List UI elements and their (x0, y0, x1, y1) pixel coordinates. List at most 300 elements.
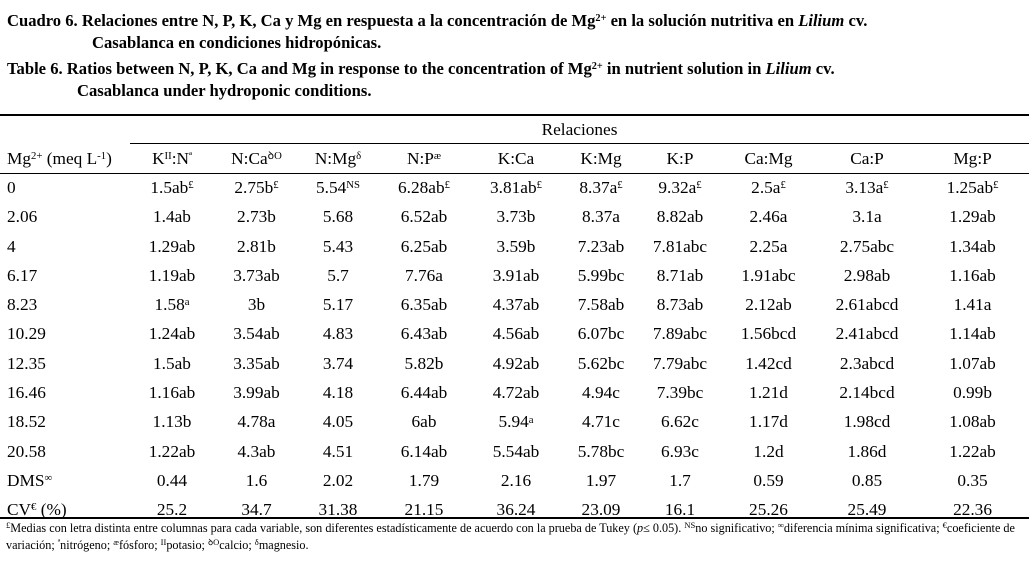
cell-value: 2.75abc (839, 236, 895, 256)
table-cell (130, 203, 214, 232)
table-cell (641, 320, 719, 349)
cell-value: 2.81b (237, 236, 276, 256)
cell-value: 6.93c (661, 441, 699, 461)
table-row (0, 408, 1029, 437)
table-cell (471, 261, 561, 290)
cell-value: 3.73ab (233, 265, 280, 285)
column-header (641, 144, 719, 173)
table-cell (214, 173, 299, 202)
table-cell (377, 408, 471, 437)
cell-value: 5.7 (327, 265, 349, 285)
fn-italic-p: p (637, 521, 644, 535)
column-header-base: K:Ca (497, 148, 535, 168)
table-body (0, 116, 1029, 525)
table-cell (214, 203, 299, 232)
cell-value: 3.1a (852, 207, 882, 227)
column-header (130, 144, 214, 173)
table-cell (641, 466, 719, 495)
table-cell (561, 408, 641, 437)
cell-value: 2.3abcd (839, 353, 895, 373)
cell-value: 7.39bc (656, 383, 704, 403)
fn-text3: no significativo; (695, 521, 778, 535)
row-label (0, 261, 130, 290)
column-header-row (0, 144, 1029, 173)
table-cell (818, 232, 916, 261)
table-cell (471, 173, 561, 202)
table-cell (818, 378, 916, 407)
caption-es-prefix: Cuadro 6. Relaciones entre N, P, K, Ca y Mg en respuesta a la concentración de Mg (7, 11, 596, 30)
column-header (299, 144, 377, 173)
cell-value: 22.36 (953, 500, 992, 520)
column-header-base: N:Mg (314, 148, 357, 168)
cell-value: 3.35ab (233, 353, 280, 373)
column-header (471, 144, 561, 173)
table-row (0, 437, 1029, 466)
column-header (719, 144, 818, 173)
cell-value: 2.73b (237, 207, 276, 227)
cell-value: 2.61abcd (835, 295, 899, 315)
cell-value: 5.68 (322, 207, 354, 227)
table-cell (377, 437, 471, 466)
row-label-label-sup: ∞ (44, 472, 53, 485)
row-label-label: 4 (7, 236, 16, 256)
table-cell (561, 173, 641, 202)
table-cell (214, 437, 299, 466)
column-header-base: N:P (406, 148, 434, 168)
column-header-sup: ꝺO (267, 149, 282, 162)
table-cell (719, 466, 818, 495)
caption-en-italic: Lilium (765, 59, 812, 78)
cell-superscript: a (184, 296, 190, 309)
row-label (0, 408, 130, 437)
row-label-label: 20.58 (7, 441, 46, 461)
cell-value: 5.94 (498, 412, 529, 432)
caption-en-middle: in nutrient solution in (602, 59, 766, 78)
cell-superscript: £ (273, 179, 279, 192)
cell-value: 7.23ab (577, 236, 625, 256)
cell-superscript: £ (617, 179, 623, 192)
column-header-base: K:Mg (580, 148, 622, 168)
cell-value: 1.24ab (148, 324, 196, 344)
cell-value: 1.19ab (148, 265, 196, 285)
table-cell (299, 378, 377, 407)
column-header-base: Ca:P (850, 148, 884, 168)
fn-sup-ca: ꝺO (207, 537, 220, 548)
table-cell (377, 261, 471, 290)
column-header-sup: δ (356, 149, 362, 162)
table-cell (130, 349, 214, 378)
cell-value: 6.14ab (400, 441, 448, 461)
cell-value: 25.26 (749, 500, 788, 520)
cell-value: 1.86d (847, 441, 887, 461)
cell-value: 6.28ab (398, 177, 445, 197)
cell-value: 36.24 (496, 500, 536, 520)
table-cell (377, 173, 471, 202)
cell-value: 31.38 (318, 500, 358, 520)
row-label-label: 8.23 (7, 295, 38, 315)
cell-value: 1.29ab (148, 236, 196, 256)
table-cell (561, 203, 641, 232)
cell-value: 1.17d (749, 412, 788, 432)
column-header-base: K (152, 148, 165, 168)
row-label-label: 6.17 (7, 265, 38, 285)
cell-value: 0.85 (851, 470, 883, 490)
cell-value: 4.56ab (492, 324, 540, 344)
cell-value: 2.5a (751, 177, 781, 197)
table-row (0, 466, 1029, 495)
cell-superscript: £ (780, 179, 786, 192)
cell-value: 2.16 (500, 470, 532, 490)
cell-value: 7.76a (405, 265, 443, 285)
cell-superscript: £ (883, 179, 889, 192)
cell-value: 3b (247, 295, 266, 315)
table-cell (916, 261, 1029, 290)
table-cell (299, 232, 377, 261)
table-cell (561, 290, 641, 319)
table-cell (130, 378, 214, 407)
row-label (0, 320, 130, 349)
cell-value: 9.32a (658, 177, 697, 197)
ratios-table (0, 116, 1029, 525)
caption-es-middle: en la solución nutritiva en (606, 11, 799, 30)
table-cell (641, 290, 719, 319)
fn-sup-p: æ (113, 537, 119, 548)
caption-english (7, 58, 1022, 102)
row-label (0, 232, 130, 261)
cell-value: 6.43ab (400, 324, 448, 344)
cell-value: 6.25ab (400, 236, 448, 256)
column-header (916, 144, 1029, 173)
table-row (0, 320, 1029, 349)
cell-value: 6.52ab (400, 207, 448, 227)
group-header-row (0, 116, 1029, 144)
cell-value: 0.44 (156, 470, 188, 490)
cell-value: 1.16ab (949, 265, 996, 285)
fn-sup-dms: ∞ (777, 520, 784, 531)
table-cell (916, 378, 1029, 407)
table-cell (377, 466, 471, 495)
table-cell (719, 378, 818, 407)
cell-value: 7.81abc (652, 236, 708, 256)
row-label-label-sup: € (31, 501, 37, 514)
cell-value: 1.34ab (949, 236, 996, 256)
cell-value: 1.5ab (153, 353, 191, 373)
caption-en-line2: Casablanca under hydroponic conditions. (77, 81, 372, 100)
fn-text1: Medias con letra distinta entre columnas para cada variable, son diferentes estadísticamente de acuerdo con la prueba de Tukey ( (10, 521, 638, 535)
table-cell (471, 232, 561, 261)
table-cell (561, 320, 641, 349)
column-header-base: Ca:Mg (744, 148, 793, 168)
cell-superscript: a (528, 413, 534, 426)
fn-sup-ns: NS (684, 520, 696, 531)
table-cell (561, 232, 641, 261)
fn-text8: potasio; (166, 538, 208, 552)
cell-value: 1.4ab (153, 207, 191, 227)
fn-text4: diferencia mínima significativa; (783, 521, 943, 535)
table-cell (719, 173, 818, 202)
column-header-sup: II (164, 149, 172, 162)
table-cell (377, 378, 471, 407)
cell-value: 6.07bc (577, 324, 625, 344)
cell-value: 1.25ab (946, 177, 994, 197)
column-header (561, 144, 641, 173)
table-cell (130, 232, 214, 261)
row-label-label: 18.52 (7, 412, 46, 432)
table-cell (471, 378, 561, 407)
table-cell (299, 290, 377, 319)
cell-value: 4.92ab (492, 353, 540, 373)
fn-sup1: £ (6, 520, 11, 531)
table-cell (299, 320, 377, 349)
table-cell (214, 349, 299, 378)
cell-value: 3.99ab (233, 383, 280, 403)
table-cell (377, 203, 471, 232)
table-cell (299, 408, 377, 437)
fn-text9: calcio; (219, 538, 255, 552)
first-col-base: Mg (7, 148, 32, 168)
table-row (0, 232, 1029, 261)
cell-value: 5.17 (322, 295, 354, 315)
table-row (0, 203, 1029, 232)
caption-es-suffix: cv. (844, 11, 868, 30)
column-header (818, 144, 916, 173)
table-cell (471, 408, 561, 437)
cell-value: 2.02 (322, 470, 354, 490)
table-cell (818, 408, 916, 437)
column-header-base: N:Ca (231, 148, 268, 168)
table-footnote (6, 520, 1024, 554)
table-cell (471, 320, 561, 349)
first-col-rest: (meq L (42, 148, 98, 168)
cell-value: 8.73ab (656, 295, 704, 315)
row-label (0, 437, 130, 466)
table-cell (641, 408, 719, 437)
table-cell (130, 408, 214, 437)
row-label (0, 203, 130, 232)
table-cell (916, 290, 1029, 319)
cell-value: 1.6 (245, 470, 268, 490)
table-cell (214, 466, 299, 495)
caption-es-sup: 2+ (595, 13, 607, 25)
row-label-label: 0 (7, 177, 16, 197)
column-header-mid: :N (171, 148, 189, 168)
table-cell (818, 466, 916, 495)
cell-value: 4.3ab (237, 441, 276, 461)
cell-value: 4.78a (237, 412, 276, 432)
cell-value: 21.15 (404, 500, 444, 520)
table-cell (214, 320, 299, 349)
cell-value: 6.44ab (400, 383, 448, 403)
table-cell (130, 437, 214, 466)
table-cell (916, 437, 1029, 466)
table-cell (130, 173, 214, 202)
cell-value: 4.37ab (492, 295, 540, 315)
cell-value: 4.71c (582, 412, 620, 432)
table-row (0, 349, 1029, 378)
table-row (0, 290, 1029, 319)
table-cell (818, 290, 916, 319)
cell-value: 1.98cd (843, 412, 891, 432)
table-cell (641, 203, 719, 232)
table-cell (719, 290, 818, 319)
cell-value: 4.72ab (492, 383, 540, 403)
table-cell (561, 437, 641, 466)
group-header-spacer (0, 116, 130, 144)
cell-superscript: £ (696, 179, 702, 192)
row-label (0, 349, 130, 378)
table-row (0, 378, 1029, 407)
cell-value: 6.35ab (400, 295, 448, 315)
table-cell (471, 466, 561, 495)
cell-value: 0.35 (957, 470, 988, 490)
table-cell (641, 173, 719, 202)
row-label-label: 2.06 (7, 207, 38, 227)
caption-spanish (7, 10, 1022, 54)
fn-text7: fósforo; (119, 538, 161, 552)
table-cell (641, 437, 719, 466)
cell-value: 25.49 (847, 500, 887, 520)
cell-superscript: £ (536, 179, 542, 192)
row-label (0, 378, 130, 407)
table-cell (916, 408, 1029, 437)
cell-superscript: NS (346, 179, 360, 192)
cell-value: 8.37a (579, 177, 618, 197)
cell-value: 1.91abc (741, 265, 796, 285)
table-row (0, 261, 1029, 290)
table-cell (471, 203, 561, 232)
column-header (214, 144, 299, 173)
cell-value: 3.13a (845, 177, 884, 197)
cell-value: 7.89abc (652, 324, 708, 344)
row-label-label: DMS (7, 470, 45, 490)
cell-value: 5.54ab (492, 441, 540, 461)
table-cell (214, 378, 299, 407)
table-cell (916, 173, 1029, 202)
cell-superscript: £ (444, 179, 450, 192)
cell-value: 7.79abc (652, 353, 708, 373)
cell-value: 34.7 (241, 500, 272, 520)
cell-value: 23.09 (581, 500, 621, 520)
cell-value: 1.21d (749, 383, 788, 403)
table-cell (561, 349, 641, 378)
table-cell (130, 290, 214, 319)
cell-value: 1.79 (408, 470, 440, 490)
cell-value: 16.1 (664, 500, 696, 520)
cell-value: 3.81ab (490, 177, 537, 197)
cell-value: 2.25a (749, 236, 788, 256)
cell-value: 2.12ab (745, 295, 792, 315)
table-cell (719, 408, 818, 437)
table-cell (130, 320, 214, 349)
table-cell (719, 437, 818, 466)
cell-value: 5.62bc (577, 353, 625, 373)
table-cell (818, 173, 916, 202)
table-cell (299, 173, 377, 202)
table-cell (719, 320, 818, 349)
table-cell (377, 290, 471, 319)
cell-value: 1.58 (154, 295, 185, 315)
cell-value: 5.78bc (577, 441, 625, 461)
cell-value: 4.05 (322, 412, 354, 432)
first-col-sup2: -1 (97, 149, 107, 162)
cell-superscript: £ (993, 179, 999, 192)
table-cell (916, 203, 1029, 232)
cell-value: 0.59 (753, 470, 784, 490)
row-label-label: 12.35 (7, 353, 46, 373)
table-cell (377, 320, 471, 349)
row-label-label-rest: (%) (36, 500, 67, 520)
cell-value: 3.74 (322, 353, 354, 373)
table-cell (561, 261, 641, 290)
cell-value: 2.14bcd (839, 383, 895, 403)
cell-value: 5.54 (316, 177, 347, 197)
table-cell (299, 203, 377, 232)
caption-en-prefix: Table 6. Ratios between N, P, K, Ca and Mg in response to the concentration of Mg (7, 59, 592, 78)
table-cell (818, 437, 916, 466)
fn-sup-k: II (160, 537, 167, 548)
cell-value: 1.13b (152, 412, 192, 432)
cell-value: 1.2d (753, 441, 784, 461)
cell-value: 1.42cd (745, 353, 792, 373)
cell-value: 3.59b (496, 236, 536, 256)
table-cell (818, 320, 916, 349)
cell-value: 2.75b (234, 177, 274, 197)
table-row (0, 173, 1029, 202)
cell-value: 0.99b (953, 383, 992, 403)
table-cell (130, 466, 214, 495)
cell-value: 4.18 (322, 383, 354, 403)
table-cell (299, 349, 377, 378)
fn-text5: coeficiente de variación; (6, 521, 1015, 552)
table-cell (818, 261, 916, 290)
cell-value: 3.91ab (492, 265, 540, 285)
table-cell (471, 290, 561, 319)
row-label (0, 173, 130, 202)
cell-value: 2.98ab (843, 265, 891, 285)
cell-value: 25.2 (156, 500, 188, 520)
table-cell (471, 349, 561, 378)
group-header: Relaciones (541, 120, 618, 139)
table-cell (641, 261, 719, 290)
row-label-label: CV (7, 500, 32, 520)
fn-text10: magnesio. (258, 538, 309, 552)
cell-value: 3.73b (496, 207, 536, 227)
cell-value: 6.62c (661, 412, 699, 432)
table-cell (641, 232, 719, 261)
cell-value: 1.29ab (949, 207, 996, 227)
table-cell (719, 261, 818, 290)
fn-text6: nitrógeno; (60, 538, 114, 552)
table-cell (130, 261, 214, 290)
cell-value: 1.08ab (949, 412, 996, 432)
row-label-label: 10.29 (7, 324, 46, 344)
table-cell (916, 320, 1029, 349)
cell-value: 2.41abcd (835, 324, 899, 344)
cell-value: 5.43 (322, 236, 354, 256)
cell-value: 4.83 (322, 324, 354, 344)
column-header-sup: æ (433, 149, 442, 162)
cell-value: 8.71ab (656, 265, 704, 285)
cell-value: 1.41a (953, 295, 992, 315)
table-cell (214, 290, 299, 319)
table-cell (471, 437, 561, 466)
cell-value: 2.46a (749, 207, 788, 227)
table-cell (916, 232, 1029, 261)
caption-es-italic: Lilium (798, 11, 845, 30)
table-cell (719, 232, 818, 261)
cell-value: 1.5ab (150, 177, 189, 197)
table-cell (561, 466, 641, 495)
